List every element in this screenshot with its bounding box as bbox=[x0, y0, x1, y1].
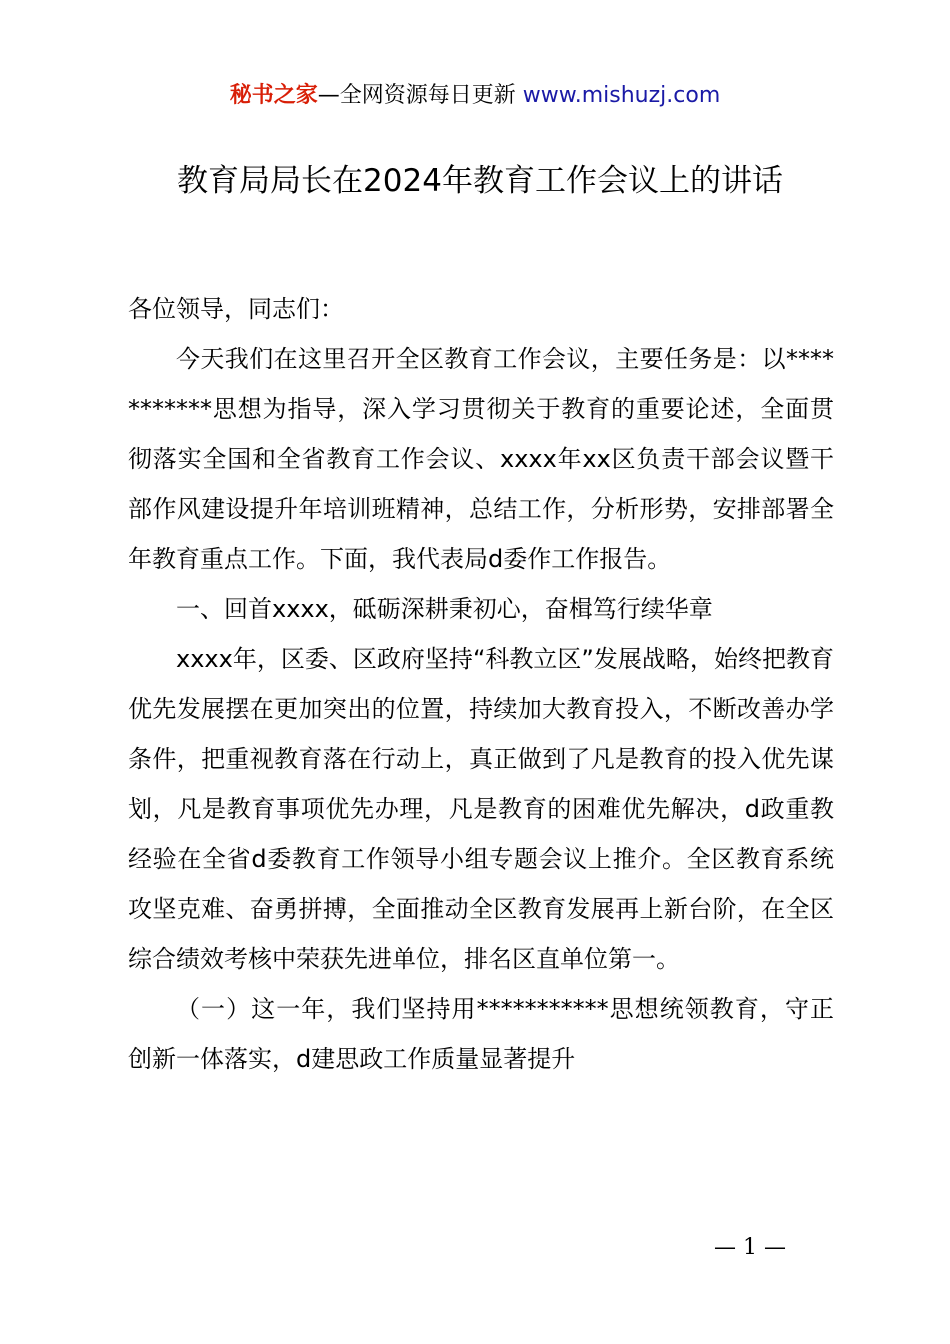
paragraph-intro: 今天我们在这里召开全区教育工作会议，主要任务是：以***********思想为指导，深入学习贯彻关于教育的重要论述，全面贯彻落实全国和全省教育工作会议、xxxx年xx区负责干部会议暨干部作风建设提升年培训班精神，总结工作，分析形势，安排部署全年教育重点工作。下面，我代表局d委作工作报告。 bbox=[128, 345, 834, 573]
salutation: 各位领导，同志们： bbox=[128, 295, 344, 323]
document-body bbox=[128, 284, 834, 1084]
site-header bbox=[0, 80, 950, 112]
paragraph-review: xxxx年，区委、区政府坚持“科教立区”发展战略，始终把教育优先发展摆在更加突出的位置，持续加大教育投入，不断改善办学条件，把重视教育落在行动上，真正做到了凡是教育的投入优先谋划，凡是教育事项优先办理，凡是教育的困难优先解决，d政重教经验在全省d委教育工作领导小组专题会议上推介。全区教育系统攻坚克难、奋勇拼搏，全面推动全区教育发展再上新台阶，在全区综合绩效考核中荣获先进单位，排名区直单位第一。 bbox=[128, 645, 834, 973]
site-brand: 秘书之家 bbox=[229, 83, 318, 108]
site-url-link[interactable]: www.mishuzj.com bbox=[522, 83, 721, 108]
document-title: 教育局局长在2024年教育工作会议上的讲话 bbox=[177, 163, 783, 199]
section-heading-1: 一、回首xxxx，砥砺深耕秉初心，奋楫笃行续华章 bbox=[176, 595, 713, 623]
site-slogan: —全网资源每日更新 bbox=[317, 83, 516, 108]
page-number: — 1 — bbox=[714, 1235, 786, 1260]
subsection-heading-1: （一）这一年，我们坚持用***********思想统领教育，守正创新一体落实，d建思政工作质量显著提升 bbox=[128, 995, 834, 1073]
